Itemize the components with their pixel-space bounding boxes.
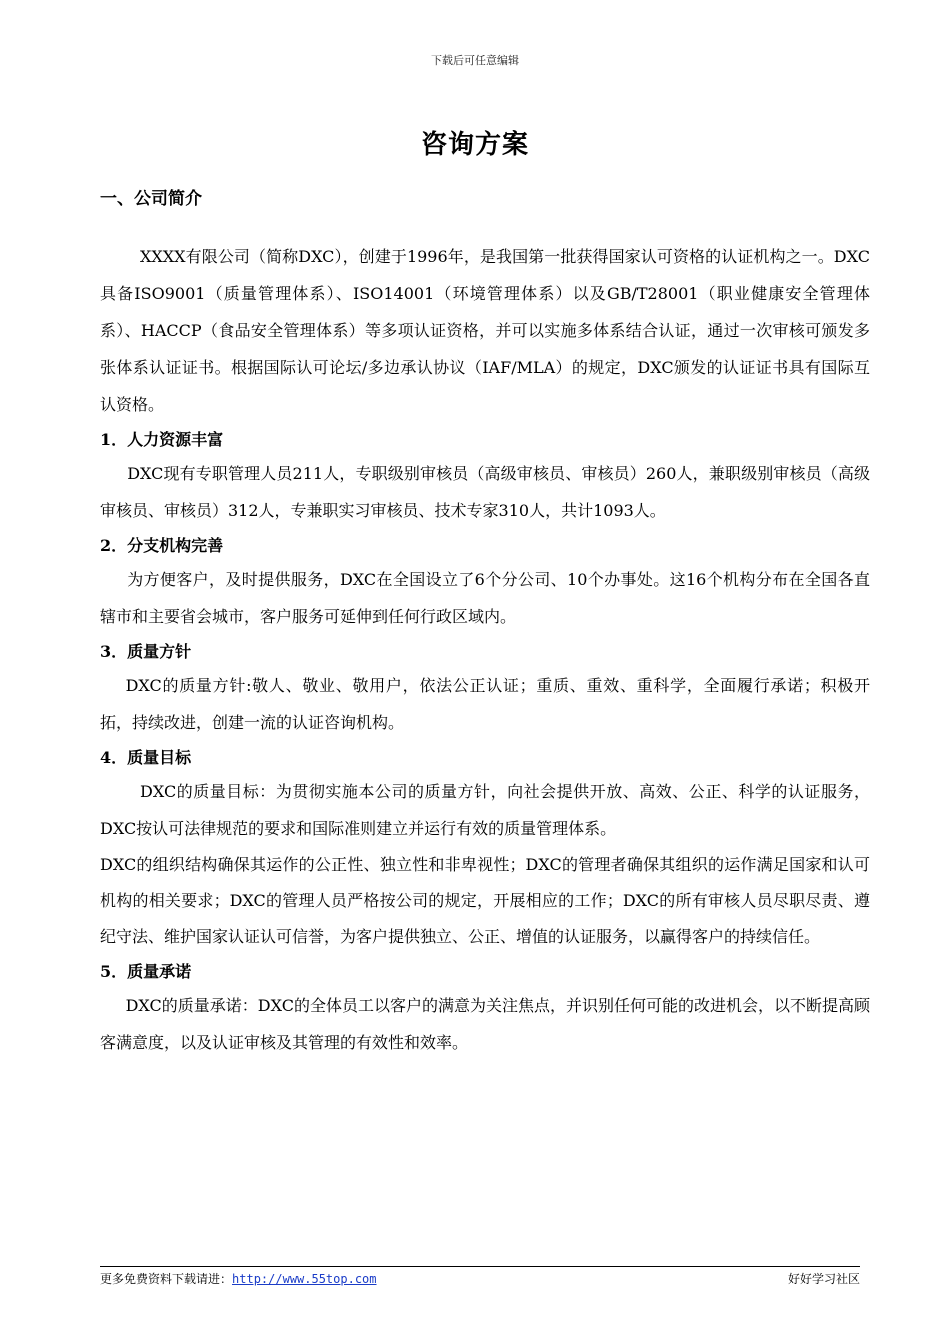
- document-body: [100, 184, 870, 1061]
- footer-left: [100, 1270, 377, 1287]
- sub-heading-branches: 2．分支机构完善: [100, 536, 224, 555]
- human-resources-paragraph: DXC现有专职管理人员211人，专职级别审核员（高级审核员、审核员）260人，兼职级别审核员（高级审核员、审核员）312人，专兼职实习审核员、技术专家310人，共计1093人。: [100, 464, 870, 520]
- quality-objective-paragraph: DXC的质量目标：为贯彻实施本公司的质量方针，向社会提供开放、高效、公正、科学的认证服务，DXC按认可法律规范的要求和国际准则建立并运行有效的质量管理体系。: [100, 782, 870, 838]
- quality-commitment-paragraph: DXC的质量承诺：DXC的全体员工以客户的满意为关注焦点，并识别任何可能的改进机会，以不断提高顾客满意度，以及认证审核及其管理的有效性和效率。: [100, 996, 870, 1052]
- sub-heading-human-resources: 1．人力资源丰富: [100, 430, 224, 449]
- section-heading-company-intro: 一、公司简介: [100, 189, 202, 209]
- footer-download-prefix: 更多免费资料下载请进：: [100, 1272, 233, 1286]
- sub-heading-quality-commitment: 5．质量承诺: [100, 962, 192, 981]
- footer-community-label: 好好学习社区: [787, 1272, 860, 1286]
- branches-paragraph: 为方便客户，及时提供服务，DXC在全国设立了6个分公司、10个办事处。这16个机构分布在全国各直辖市和主要省会城市，客户服务可延伸到任何行政区域内。: [100, 570, 870, 626]
- page-header-note: 下载后可任意编辑: [431, 54, 519, 67]
- sub-heading-quality-objective: 4．质量目标: [100, 748, 192, 767]
- quality-policy-paragraph: DXC的质量方针:敬人、敬业、敬用户，依法公正认证；重质、重效、重科学，全面履行承诺；积极开拓，持续改进，创建一流的认证咨询机构。: [100, 676, 870, 732]
- company-intro-paragraph: XXXX有限公司（简称DXC），创建于1996年，是我国第一批获得国家认可资格的认证机构之一。DXC具备ISO9001（质量管理体系）、ISO14001（环境管理体系）以及GB/T28001（职业健康安全管理体系）、HACCP（食品安全管理体系）等多项认证资格，并可以实施多体系结合认证，通过一次审核可颁发多张体系认证证书。根据国际认可论坛/多边承认协议（IAF/MLA）的规定，DXC颁发的认证证书具有国际互认资格。: [100, 247, 870, 414]
- footer-divider: [100, 1266, 860, 1267]
- organization-structure-paragraph: DXC的组织结构确保其运作的公正性、独立性和非卑视性；DXC的管理者确保其组织的运作满足国家和认可机构的相关要求；DXC的管理人员严格按公司的规定，开展相应的工作；DXC的所有审核人员尽职尽责、遵纪守法、维护国家认证认可信誉，为客户提供独立、公正、增值的认证服务，以赢得客户的持续信任。: [100, 855, 870, 946]
- sub-heading-quality-policy: 3．质量方针: [100, 642, 192, 661]
- document-title: 咨询方案: [420, 130, 529, 160]
- footer-website-link[interactable]: http://www.55top.com: [232, 1272, 377, 1286]
- page-footer: [100, 1270, 860, 1287]
